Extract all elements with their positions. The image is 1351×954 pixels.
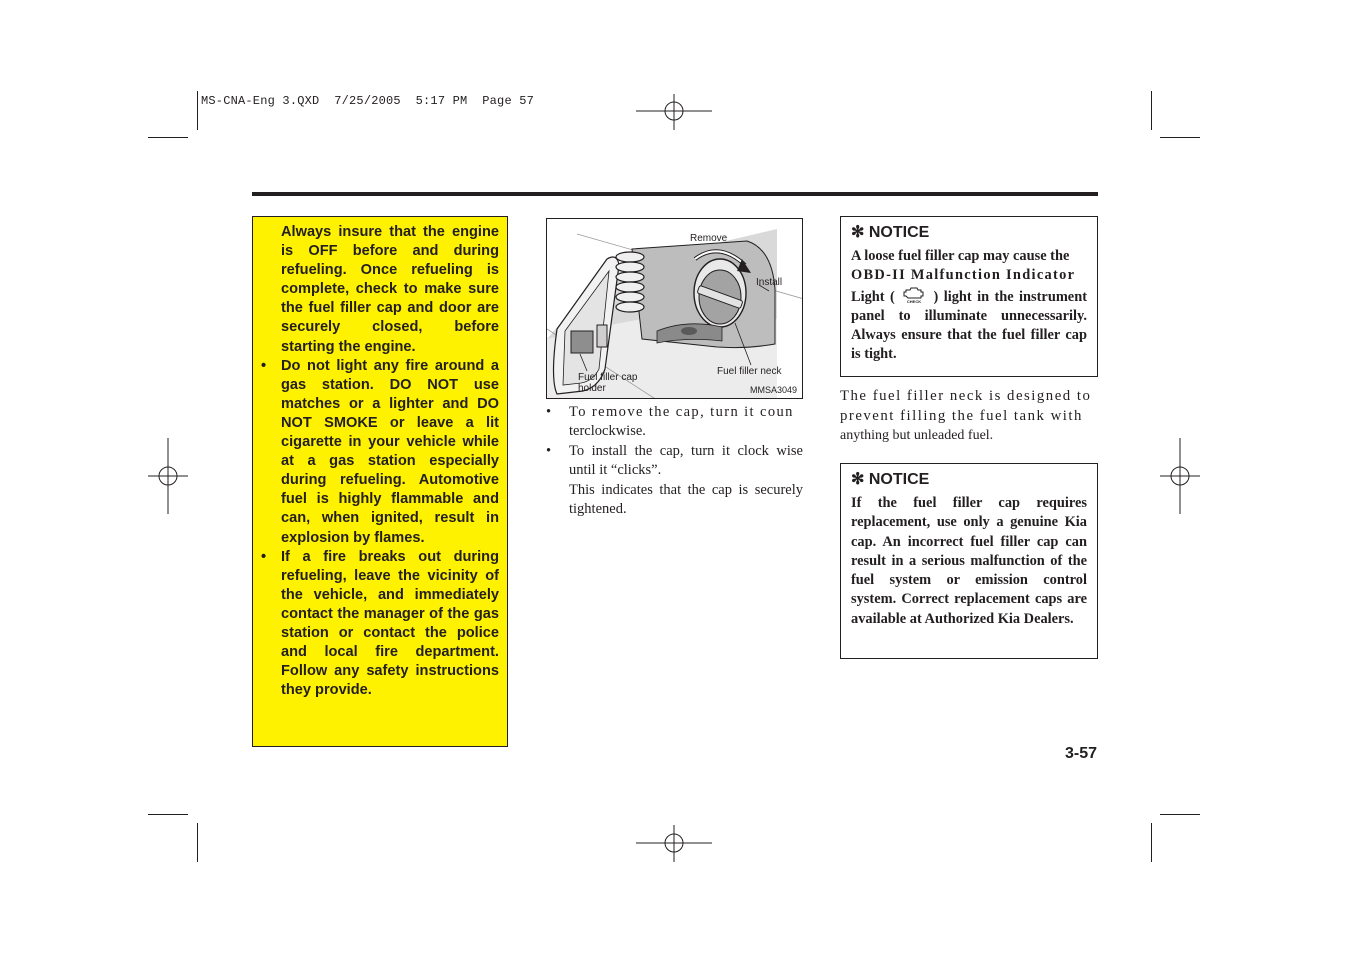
notice-box-2 [840,463,1098,659]
svg-text:CHECK: CHECK [907,298,922,304]
bullet-marker: • [261,357,267,374]
warning-paragraph: Always insure that the engine is OFF before and during refueling. Once refueling is complete, check to make sure the fuel filler cap and door are securely closed, before starting the engine. [281,224,499,355]
label-filler-neck: Fuel filler neck [717,366,782,377]
header-rule [252,192,1098,196]
fuel-neck-note: The fuel filler neck is designed to prevent filling the fuel tank with anything but unleaded fuel. [840,388,1092,444]
bullet-marker: • [546,404,552,420]
bullet-marker: • [546,442,552,459]
notice-heading: ✻ NOTICE [851,224,930,241]
warning-bullet-2: • If a fire breaks out during refueling, leave the vicinity of the vehicle, and immediately contact the manager of the gas station or contact the police and local fire department. Follow any safety instructions they provide. [261,548,499,699]
instruction-list [546,403,803,519]
notice-symbol-icon: ✻ [851,224,865,241]
notice-symbol-icon: ✻ [851,471,865,488]
notice-body: If the fuel filler cap requires replacement, use only a genuine Kia cap. An incorrect fuel filler cap can result in a serious malfunction of the fuel system or emission control system. Correct replacement caps are available at Authorized Kia Dealers. [851,495,1087,627]
fuel-cap-figure [546,218,803,399]
notice-box-1 [840,216,1098,377]
notice-body: A loose fuel filler cap may cause the OBD-II Malfunction Indicator Light ( CHECK ) light in the instrument panel to illuminate unnecessarily. Always ensure that the fuel filler cap is tight. [851,248,1087,363]
instruction-install: • To install the cap, turn it clock wise until it “clicks”. This indicates that the cap is securely tightened. [546,442,803,518]
bullet-marker: • [261,548,267,565]
warning-text [261,223,499,700]
label-remove: Remove [690,233,728,244]
notice-heading: ✻ NOTICE [851,471,930,488]
label-cap-holder: Fuel filler cap holder [578,372,638,394]
page-number: 3-57 [1064,745,1097,762]
warning-box [252,216,508,747]
instruction-remove: • To remove the cap, turn it coun terclockwise. [546,404,794,440]
figure-code: MMSA3049 [750,385,798,395]
slug-line: MS-CNA-Eng 3.QXD 7/25/2005 5:17 PM Page 57 [201,94,535,108]
label-install: Install [756,277,783,288]
check-engine-icon [902,286,926,304]
warning-bullet-1: • Do not light any fire around a gas station. DO NOT use matches or a lighter and DO NOT SMOKE or leave a lit cigarette in your vehicle while at a gas station especially during refueling. Automotive fuel is highly flammable and can, when ignited, result in explosion by flames. [261,357,499,546]
